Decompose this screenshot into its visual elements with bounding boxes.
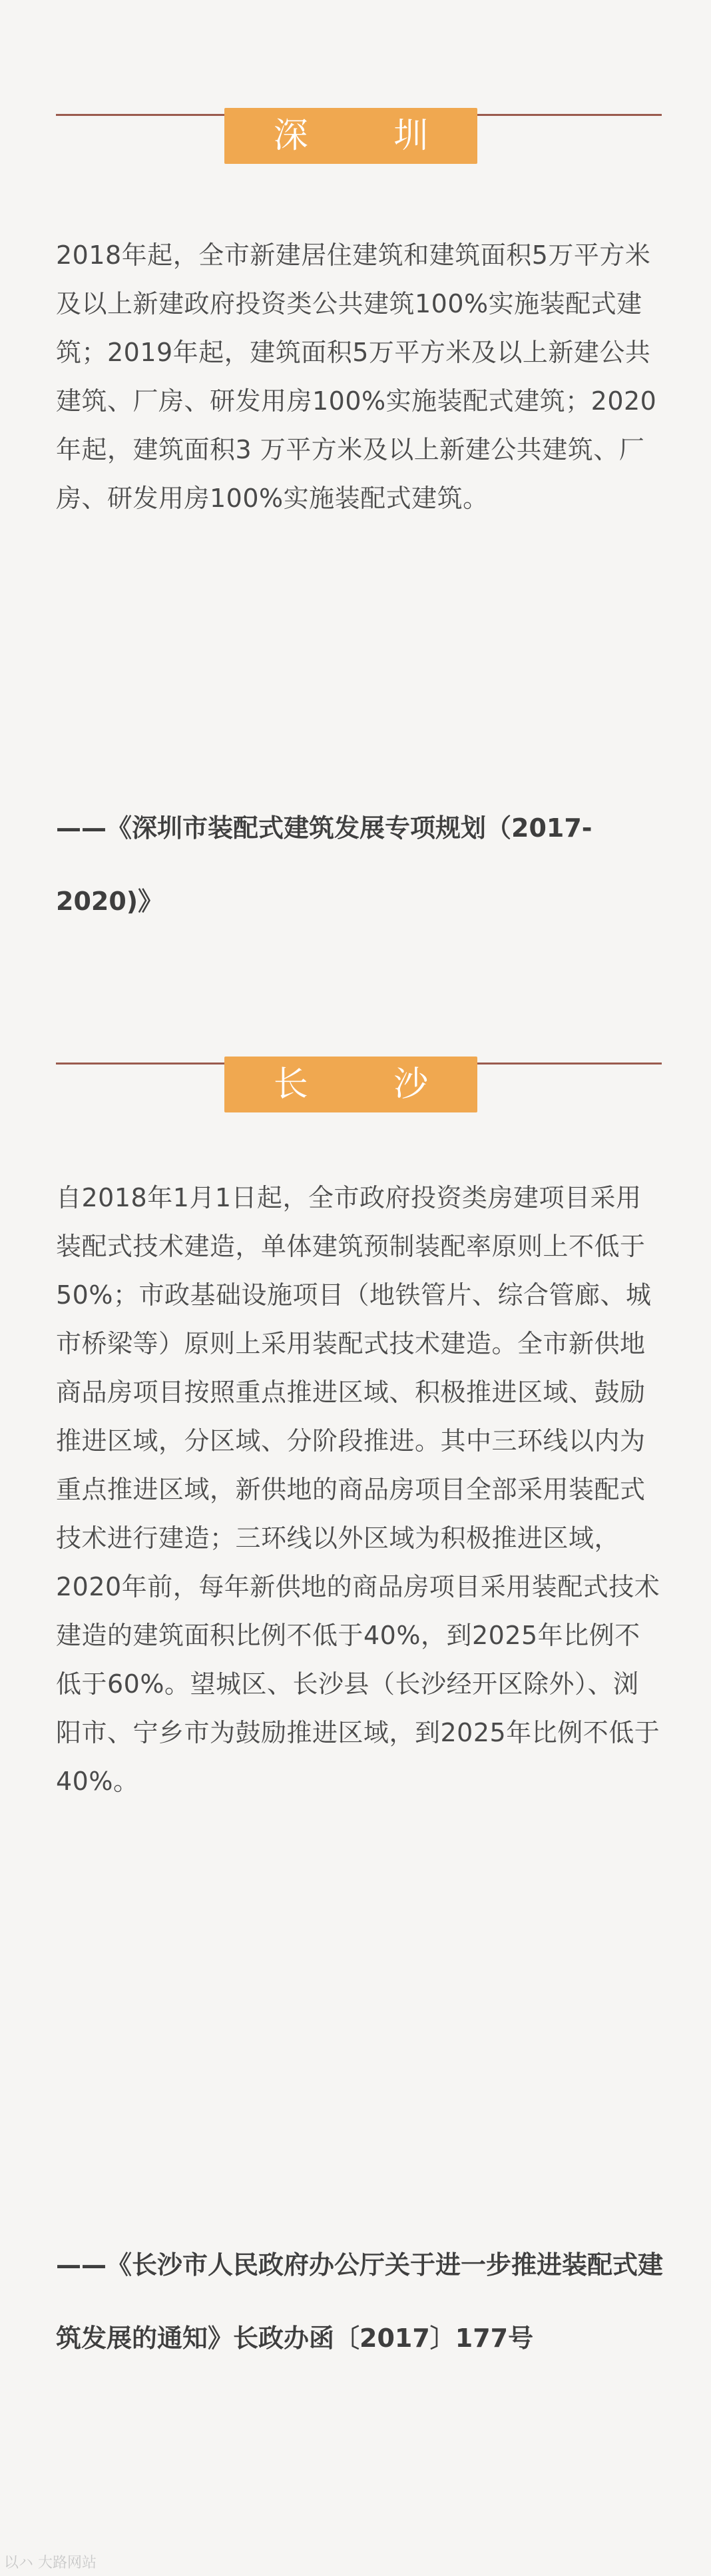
section-tag-label: 深 圳: [273, 116, 466, 156]
watermark-text: 以ハ 大路网站: [4, 2555, 97, 2571]
section-source-citation: ——《长沙市人民政府办公厅关于进一步推进装配式建筑发展的通知》长政办函〔2017〕177号: [56, 2250, 664, 2353]
section-tag-shenzhen: [224, 108, 477, 164]
section-tag-label: 长 沙: [273, 1065, 466, 1104]
section-tag-changsha: [224, 1057, 477, 1112]
section-source-citation: ——《深圳市装配式建筑发展专项规划（2017-2020)》: [56, 813, 592, 916]
section-paragraph: 自2018年1月1日起，全市政府投资类房建项目采用装配式技术建造，单体建筑预制装配率原则上不低于50%；市政基础设施项目（地铁管片、综合管廊、城市桥梁等）原则上采用装配式技术建造。全市新供地商品房项目按照重点推进区域、积极推进区域、鼓励推进区域，分区域、分阶段推进。其中三环线以内为重点推进区域，新供地的商品房项目全部采用装配式技术进行建造；三环线以外区域为积极推进区域，2020年前，每年新供地的商品房项目采用装配式技术建造的建筑面积比例不低于40%，到2025年比例不低于60%。望城区、长沙县（长沙经开区除外）、浏阳市、宁乡市为鼓励推进区域，到2025年比例不低于40%。: [56, 1183, 660, 1796]
section-paragraph: 2018年起，全市新建居住建筑和建筑面积5万平方米及以上新建政府投资类公共建筑100%实施装配式建筑；2019年起，建筑面积5万平方米及以上新建公共建筑、厂房、研发用房100%实施装配式建筑；2020年起，建筑面积3 万平方米及以上新建公共建筑、厂房、研发用房100%实施装配式建筑。: [56, 240, 657, 513]
